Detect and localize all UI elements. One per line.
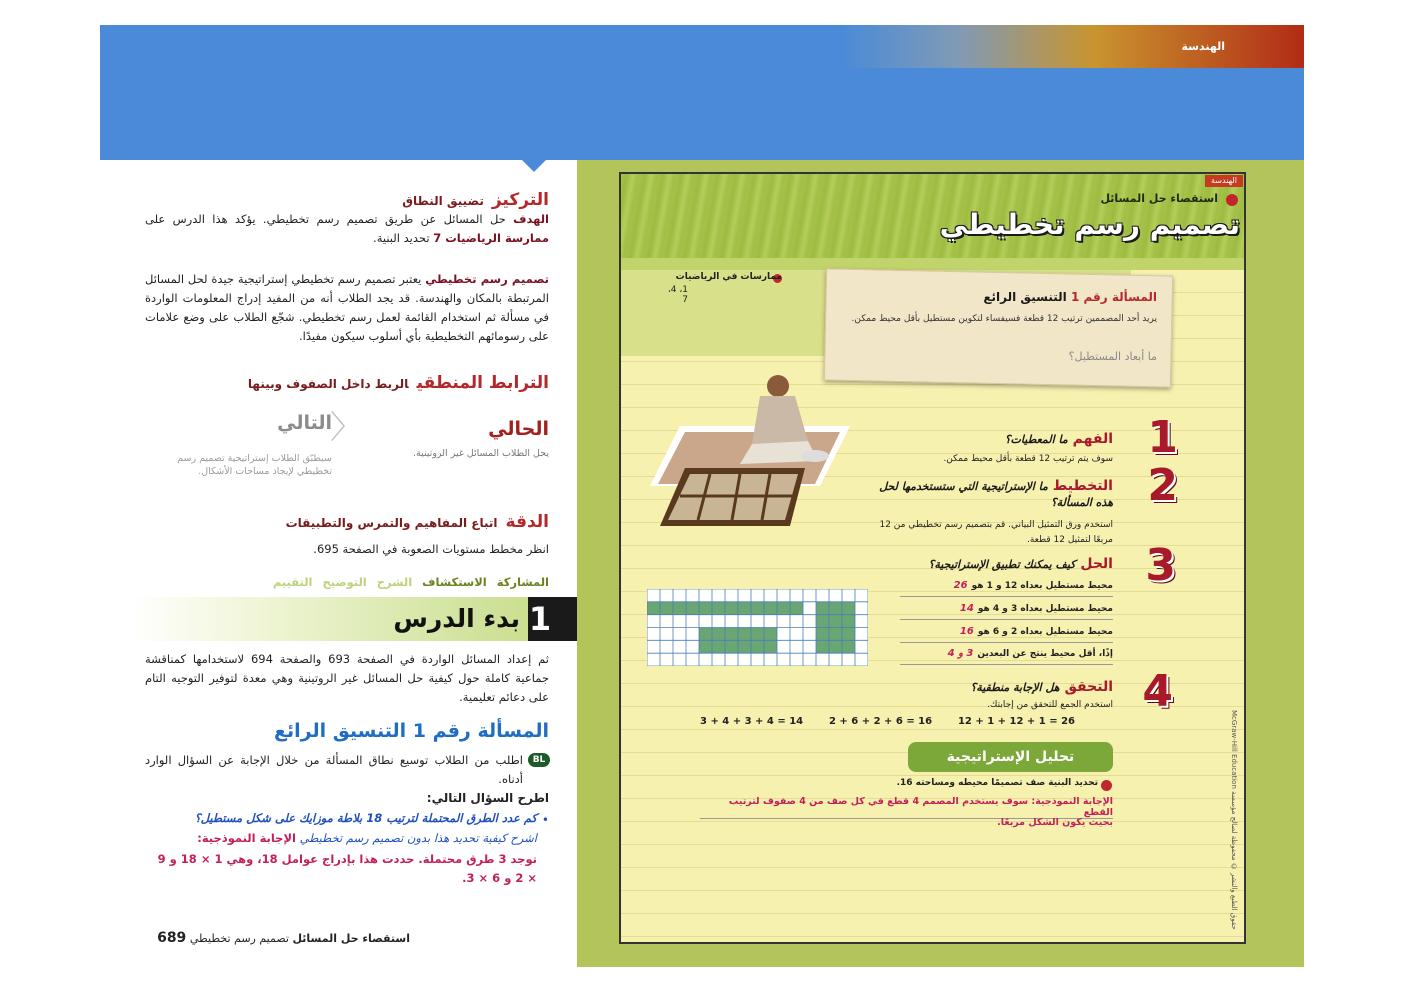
- launch-number: 1: [528, 600, 552, 638]
- step-1-heading: [880, 431, 1113, 447]
- page-footer: [140, 930, 410, 946]
- solve-row: [900, 648, 1113, 665]
- coherence-sub: الربط داخل الصفوف وبينها: [247, 377, 409, 391]
- goal-practice: ممارسة الرياضيات 7: [433, 231, 549, 245]
- sample-answer: توجد 3 طرق محتملة. حددت هذا بإدراج عوامل 18، وهي 1 × 18 و 9 × 2 و 6 × 3.: [157, 852, 537, 885]
- analysis-heading: تحليل الإستراتيجية: [908, 742, 1113, 772]
- step-2-title: التخطيط: [1052, 478, 1113, 494]
- step-4-number: 4: [1142, 666, 1173, 717]
- coherence-heading: [145, 373, 549, 393]
- header-stripe: [621, 258, 1244, 270]
- rigor-title: الدقة: [505, 512, 549, 532]
- goal-tail: تحديد البنية.: [373, 231, 430, 245]
- rigor-heading: [145, 512, 549, 532]
- equation: 2 + 6 + 2 + 6 = 16: [828, 716, 933, 727]
- step-3-heading: [860, 556, 1113, 572]
- solve-row-text: محيط مستطيل بعداه 12 و 1 هو: [971, 581, 1113, 591]
- step-2-text: استخدم ورق التمثيل البياني. قم بتصميم رسم تخطيطي من 12 مربعًا لتمثيل 12 قطعة.: [879, 520, 1113, 545]
- step-2-number: 2: [1147, 460, 1178, 511]
- student-title: تصميم رسم تخطيطي: [939, 208, 1240, 241]
- current-heading: الحالي: [488, 418, 549, 440]
- phase-explore: الاستكشاف: [422, 575, 487, 589]
- ask-heading: اطرح السؤال التالي:: [426, 791, 549, 805]
- strategy-text: يعتبر تصميم رسم تخطيطي إستراتيجية جيدة لحل المسائل المرتبطة بالمكان والهندسة. قد يجد الطلاب أنه من المفيد إدراج المعلومات الواردة في مسألة ثم استخدام القائمة لعمل رسم تخطيطي. شجّع الطلاب على وضع علامات على رسومائهم التخطيطية بأي أسلوب سيكون مفيدًا.: [145, 272, 549, 343]
- bullet-icon: •: [541, 813, 549, 827]
- strategy-paragraph: [145, 270, 549, 346]
- phase-elaborate: التوضيح: [322, 575, 367, 589]
- card-heading: [845, 290, 1157, 304]
- step-3-title: الحل: [1080, 556, 1113, 572]
- kicker-dot-icon: [1226, 194, 1238, 206]
- solve-row-answer: 14: [959, 603, 974, 614]
- step-1-sub: ما المعطيات؟: [1004, 433, 1068, 446]
- phase-explain: الشرح: [376, 575, 413, 589]
- goal-text: حل المسائل عن طريق تصميم رسم تخطيطي. يؤكد هذا الدرس على: [145, 212, 506, 226]
- focus-section: [145, 190, 549, 248]
- tiler-photo: [640, 366, 855, 534]
- strategy-label: تصميم رسم تخطيطي: [425, 272, 549, 286]
- step-2-sub: ما الإستراتيجية التي ستستخدمها لحل هذه المسألة؟: [879, 480, 1113, 509]
- tile-grid-diagram: [647, 589, 868, 666]
- sample-answer-label: الإجابة النموذجية:: [197, 831, 296, 845]
- launch-title: بدء الدرس: [393, 604, 520, 633]
- card-text: يريد أحد المصممين ترتيب 12 قطعة فسيفساء لتكوين مستطيل بأقل محيط ممكن.: [851, 314, 1157, 324]
- bl-text: اطلب من الطلاب توسيع نطاق المسألة من خلال الإجابة عن السؤال الوارد أدناه.: [145, 753, 523, 786]
- lesson-phases: [270, 575, 549, 589]
- question-1: كم عدد الطرق المحتملة لترتيب 18 بلاطة موزايك على شكل مستطيل؟: [194, 811, 537, 825]
- step-4-title: التحقق: [1064, 679, 1113, 695]
- card-heading-num: المسألة رقم 1: [1070, 290, 1157, 304]
- next-heading: التالي: [277, 412, 332, 434]
- step-3-number: 3: [1145, 540, 1176, 591]
- coherence-title: الترابط المنطقي: [416, 373, 549, 393]
- step-1-number: 1: [1147, 412, 1178, 463]
- focus-sub: تضييق النطاق: [402, 194, 484, 208]
- phase-engage: المشاركة: [496, 575, 549, 589]
- question-2-text: اشرح كيفية تحديد هذا بدون تصميم رسم تخطيطي: [299, 831, 537, 845]
- solve-row: [900, 626, 1113, 643]
- step-4-text: استخدم الجمع للتحقق من إجابتك.: [987, 700, 1113, 710]
- step-4-heading: [860, 679, 1113, 695]
- rigor-sub: اتباع المفاهيم والتمرس والتطبيقات: [285, 516, 498, 530]
- chevron-left-icon: 〈: [329, 408, 362, 446]
- solve-row-text: محيط مستطيل بعداه 2 و 6 هو: [977, 627, 1113, 637]
- footer-label: استقصاء حل المسائل: [292, 932, 410, 945]
- check-equations: [700, 716, 1075, 727]
- focus-heading: التركيز: [491, 190, 549, 210]
- bl-badge: BL: [528, 753, 550, 767]
- rigor-text: انظر مخطط مستويات الصعوبة في الصفحة 695.: [313, 542, 549, 556]
- analysis-dot-icon: [1101, 780, 1112, 791]
- next-text: سيطبّق الطلاب إستراتيجية تصميم رسم تخطيطي لإيجاد مساحات الأشكال.: [177, 453, 332, 477]
- step-3-sub: كيف يمكنك تطبيق الإستراتيجية؟: [928, 558, 1076, 571]
- banner-subject: الهندسة: [1181, 39, 1225, 53]
- copyright-side-text: حقوق الطبع والنشر © محفوظة لصالح مؤسسة McGraw-Hill Education: [1230, 710, 1238, 930]
- analysis-answer-1: الإجابة النموذجية: سوف يستخدم المصمم 4 قطع في كل صف من 4 صفوف لترتيب القطع: [700, 796, 1113, 819]
- solve-row-answer: 16: [959, 626, 974, 637]
- banner-notch: [520, 158, 548, 172]
- equation: 12 + 1 + 12 + 1 = 26: [957, 716, 1075, 727]
- student-kicker: استقصاء حل المسائل: [1100, 192, 1218, 205]
- problem-heading: المسألة رقم 1 التنسيق الرائع: [274, 720, 549, 742]
- launch-text: ثم إعداد المسائل الواردة في الصفحة 693 والصفحة 694 لاستخدامها كمناقشة جماعية كاملة حول كيفية حل المسائل غير الروتينية وهي معدة لتوفير التوجيه التام على دعائم تعليمية.: [145, 652, 549, 704]
- question-2: [145, 831, 537, 845]
- problem-card: [824, 268, 1173, 387]
- footer-title: تصميم رسم تخطيطي: [189, 932, 289, 945]
- analysis-question: تحديد البنية صف تصميمًا محيطه ومساحته 16.: [896, 778, 1098, 788]
- goal-label: الهدف: [513, 212, 549, 226]
- practice-label: ممارسات في الرياضيات: [675, 272, 782, 282]
- step-2-heading: [860, 478, 1113, 510]
- practice-numbers: 1، 4، 7: [667, 285, 688, 305]
- solve-row-answer: 26: [953, 580, 968, 591]
- solve-row: [900, 580, 1113, 597]
- analysis-answer-2: بحيث يكون الشكل مربعًا.: [997, 817, 1113, 828]
- solve-row: [900, 603, 1113, 620]
- student-subject-tag: الهندسة: [1205, 175, 1243, 187]
- page-number: 689: [157, 930, 187, 946]
- step-4-sub: هل الإجابة منطقية؟: [970, 681, 1060, 694]
- step-1-title: الفهم: [1072, 431, 1113, 447]
- solve-row-text: محيط مستطيل بعداه 3 و 4 هو: [977, 604, 1113, 614]
- phase-evaluate: التقييم: [272, 575, 313, 589]
- step-1-text: سوف يتم ترتيب 12 قطعة بأقل محيط ممكن.: [943, 454, 1113, 464]
- card-question: ما أبعاد المستطيل؟: [1068, 350, 1157, 363]
- card-heading-title: التنسيق الرائع: [983, 290, 1067, 304]
- solve-row-answer: 3 و 4: [947, 648, 974, 659]
- solve-row-text: إذًا، أقل محيط ينتج عن البعدين: [977, 649, 1113, 659]
- equation: 3 + 4 + 3 + 4 = 14: [700, 716, 804, 727]
- current-text: يحل الطلاب المسائل غير الروتينية.: [412, 448, 549, 459]
